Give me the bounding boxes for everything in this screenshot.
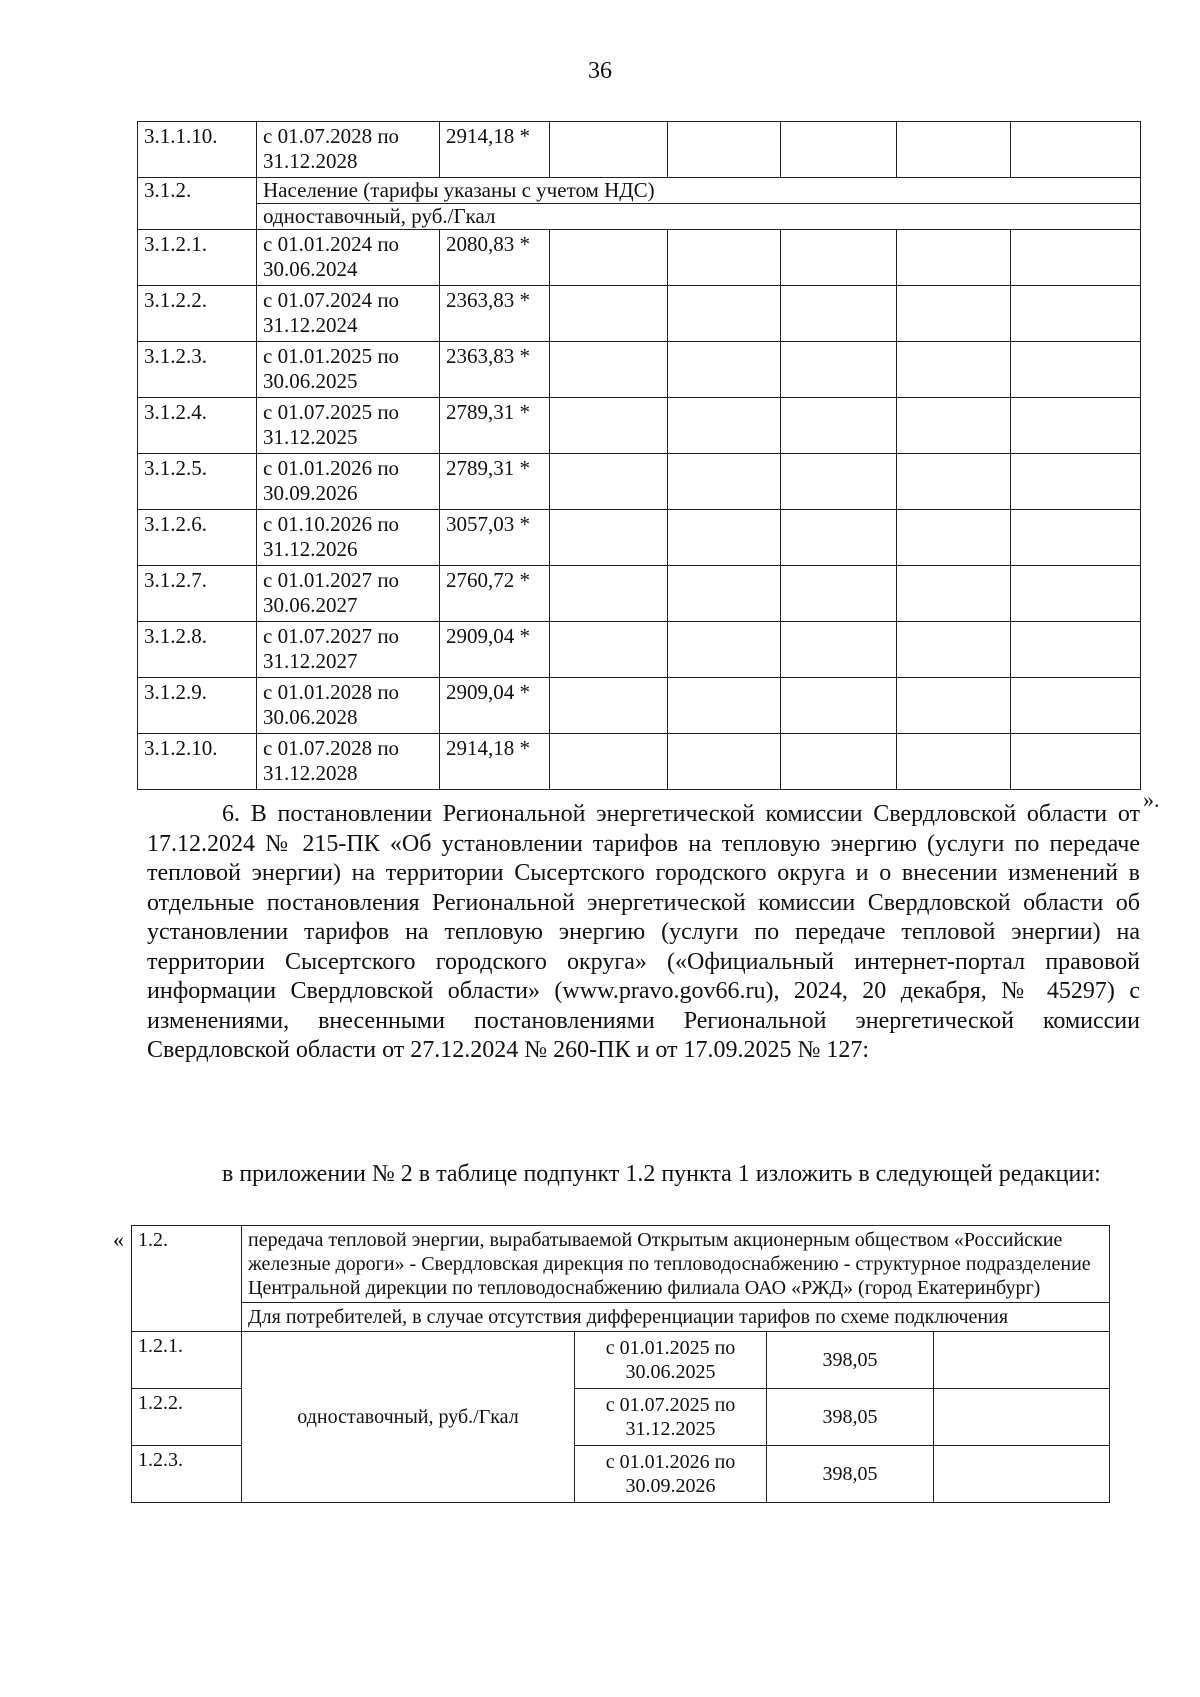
page-number: 36	[588, 58, 612, 84]
row-period: с 01.07.2024 по 31.12.2024	[257, 286, 440, 342]
row-number: 1.2.1.	[132, 1332, 242, 1389]
row-value: 2914,18 *	[440, 734, 550, 790]
head-number: 1.2.	[132, 1226, 242, 1332]
head-row	[132, 1226, 1110, 1303]
row-period: с 01.01.2026 по 30.09.2026	[575, 1446, 767, 1503]
empty-cell	[897, 286, 1011, 342]
empty-cell	[1011, 510, 1141, 566]
empty-cell	[1011, 286, 1141, 342]
table-row	[138, 286, 1141, 342]
empty-cell	[897, 678, 1011, 734]
empty-cell	[668, 398, 781, 454]
row-value: 2363,83 *	[440, 286, 550, 342]
empty-cell	[897, 230, 1011, 286]
table-row	[138, 454, 1141, 510]
empty-cell	[781, 286, 897, 342]
row-value: 398,05	[767, 1446, 934, 1503]
empty-cell	[668, 510, 781, 566]
empty-cell	[781, 734, 897, 790]
empty-cell	[781, 510, 897, 566]
row-value: 2760,72 *	[440, 566, 550, 622]
empty-cell	[550, 566, 668, 622]
row-period: с 01.01.2025 по 30.06.2025	[257, 342, 440, 398]
empty-cell	[1011, 398, 1141, 454]
table-row	[132, 1332, 1110, 1389]
row-number: 3.1.2.8.	[138, 622, 257, 678]
row-period: с 01.07.2028 по 31.12.2028	[257, 122, 440, 178]
group-number: 3.1.2.	[138, 178, 257, 230]
empty-cell	[897, 454, 1011, 510]
empty-cell	[897, 510, 1011, 566]
tariff-table-rzd	[131, 1225, 1110, 1503]
sub-row	[132, 1303, 1110, 1332]
empty-cell	[897, 622, 1011, 678]
empty-cell	[1011, 566, 1141, 622]
closing-quote: ».	[1143, 787, 1160, 812]
empty-cell	[668, 678, 781, 734]
empty-cell	[1011, 342, 1141, 398]
row-number: 3.1.2.1.	[138, 230, 257, 286]
empty-cell	[550, 230, 668, 286]
row-value: 398,05	[767, 1332, 934, 1389]
row-number: 3.1.1.10.	[138, 122, 257, 178]
empty-cell	[934, 1332, 1110, 1389]
empty-cell	[1011, 622, 1141, 678]
empty-cell	[934, 1389, 1110, 1446]
empty-cell	[934, 1446, 1110, 1503]
table-row	[138, 398, 1141, 454]
row-number: 3.1.2.2.	[138, 286, 257, 342]
tariff-table-population	[137, 121, 1141, 790]
empty-cell	[781, 566, 897, 622]
row-number: 3.1.2.6.	[138, 510, 257, 566]
row-period: с 01.01.2028 по 30.06.2028	[257, 678, 440, 734]
row-number: 3.1.2.10.	[138, 734, 257, 790]
group-title: Население (тарифы указаны с учетом НДС)	[257, 178, 1141, 204]
row-number: 1.2.3.	[132, 1446, 242, 1503]
empty-cell	[1011, 454, 1141, 510]
empty-cell	[668, 566, 781, 622]
empty-cell	[897, 342, 1011, 398]
empty-cell	[1011, 122, 1141, 178]
empty-cell	[668, 622, 781, 678]
table-row	[138, 342, 1141, 398]
empty-cell	[781, 342, 897, 398]
empty-cell	[781, 398, 897, 454]
empty-cell	[668, 454, 781, 510]
paragraph-6: 6. В постановлении Региональной энергетической комиссии Свердловской области от 17.12.2024 № 215-ПК «Об установлении тарифов на тепловую энергию (услуги по передаче тепловой энергии) на территории Сысертского городского округа и о внесении изменений в отдельные постановления Региональной энергетической комиссии Свердловской области об установлении тарифов на тепловую энергию (услуги по передаче тепловой энергии) на территории Сысертского городского округа» («Официальный интернет-портал правовой информации Свердловской области» (www.pravo.gov66.ru), 2024, 20 декабря, № 45297) с изменениями, внесенными постановлениями Региональной энергетической комиссии Свердловской области от 27.12.2024 № 260-ПК и от 17.09.2025 № 127:	[147, 801, 1140, 1063]
table-row	[138, 122, 1141, 178]
group-header-row	[138, 178, 1141, 204]
empty-cell	[1011, 734, 1141, 790]
head-text: передача тепловой энергии, вырабатываемой Открытым акционерным обществом «Российские железные дороги» - Свердловская дирекция по тепловодоснабжению - структурное подразделение Центральной дирекции по тепловодоснабжению филиала ОАО «РЖД» (город Екатеринбург)	[242, 1226, 1110, 1303]
row-period: с 01.01.2027 по 30.06.2027	[257, 566, 440, 622]
rate-type: одноставочный, руб./Гкал	[242, 1332, 575, 1503]
row-period: с 01.07.2028 по 31.12.2028	[257, 734, 440, 790]
row-period: с 01.01.2025 по 30.06.2025	[575, 1332, 767, 1389]
empty-cell	[897, 734, 1011, 790]
table-row	[138, 230, 1141, 286]
empty-cell	[668, 734, 781, 790]
empty-cell	[550, 342, 668, 398]
empty-cell	[550, 454, 668, 510]
row-period: с 01.07.2025 по 31.12.2025	[257, 398, 440, 454]
empty-cell	[781, 230, 897, 286]
row-value: 2080,83 *	[440, 230, 550, 286]
empty-cell	[897, 122, 1011, 178]
empty-cell	[781, 678, 897, 734]
row-value: 2909,04 *	[440, 678, 550, 734]
empty-cell	[897, 398, 1011, 454]
table-row	[138, 566, 1141, 622]
row-value: 2789,31 *	[440, 398, 550, 454]
empty-cell	[1011, 678, 1141, 734]
empty-cell	[781, 454, 897, 510]
empty-cell	[550, 622, 668, 678]
empty-cell	[550, 678, 668, 734]
group-subtitle-row	[138, 204, 1141, 230]
empty-cell	[781, 122, 897, 178]
row-number: 3.1.2.9.	[138, 678, 257, 734]
table-row	[138, 622, 1141, 678]
table-row	[138, 678, 1141, 734]
row-value: 2909,04 *	[440, 622, 550, 678]
empty-cell	[668, 286, 781, 342]
empty-cell	[550, 510, 668, 566]
empty-cell	[668, 122, 781, 178]
row-period: с 01.07.2027 по 31.12.2027	[257, 622, 440, 678]
row-number: 1.2.2.	[132, 1389, 242, 1446]
row-value: 398,05	[767, 1389, 934, 1446]
opening-quote: «	[113, 1227, 124, 1252]
table-row	[138, 734, 1141, 790]
empty-cell	[781, 622, 897, 678]
row-value: 2789,31 *	[440, 454, 550, 510]
row-number: 3.1.2.3.	[138, 342, 257, 398]
empty-cell	[668, 230, 781, 286]
row-number: 3.1.2.4.	[138, 398, 257, 454]
table-row	[138, 510, 1141, 566]
empty-cell	[550, 122, 668, 178]
empty-cell	[550, 286, 668, 342]
row-number: 3.1.2.5.	[138, 454, 257, 510]
row-number: 3.1.2.7.	[138, 566, 257, 622]
empty-cell	[668, 342, 781, 398]
row-value: 3057,03 *	[440, 510, 550, 566]
group-subtitle: одноставочный, руб./Гкал	[257, 204, 1141, 230]
row-period: с 01.01.2024 по 30.06.2024	[257, 230, 440, 286]
row-value: 2363,83 *	[440, 342, 550, 398]
row-period: с 01.10.2026 по 31.12.2026	[257, 510, 440, 566]
empty-cell	[1011, 230, 1141, 286]
sub-text: Для потребителей, в случае отсутствия дифференциации тарифов по схеме подключения	[242, 1303, 1110, 1332]
paragraph-instruction: в приложении № 2 в таблице подпункт 1.2 пункта 1 изложить в следующей редакции:	[222, 1161, 1101, 1187]
empty-cell	[550, 398, 668, 454]
row-value: 2914,18 *	[440, 122, 550, 178]
empty-cell	[550, 734, 668, 790]
empty-cell	[897, 566, 1011, 622]
row-period: с 01.07.2025 по 31.12.2025	[575, 1389, 767, 1446]
row-period: с 01.01.2026 по 30.09.2026	[257, 454, 440, 510]
